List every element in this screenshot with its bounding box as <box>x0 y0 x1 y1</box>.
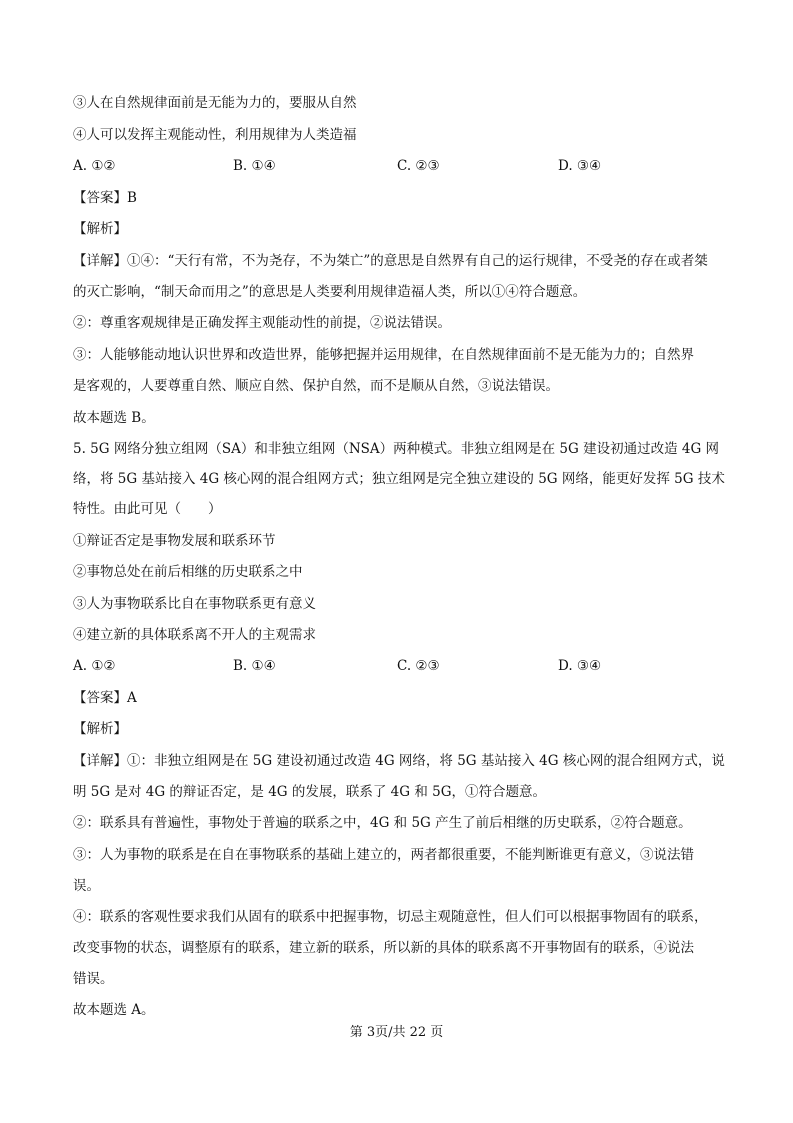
detail-line: 明 5G 是对 4G 的辩证否定，是 4G 的发展，联系了 4G 和 5G，①符合题意。 <box>73 784 546 800</box>
detail-line: 【详解】①：非独立组网是在 5G 建设初通过改造 4G 网络，将 5G 基站接入 4G 核心网的混合组网方式，说 <box>73 753 725 769</box>
detail-line: 错误。 <box>73 971 114 987</box>
choice-c: C. ②③ <box>397 658 440 674</box>
statement-2: ②事物总处在前后相继的历史联系之中 <box>73 564 303 580</box>
detail-line: ②：联系具有普遍性，事物处于普遍的联系之中，4G 和 5G 产生了前后相继的历史联系，②符合题意。 <box>73 815 692 831</box>
statement-3: ③人为事物联系比自在事物联系更有意义 <box>73 596 316 612</box>
question-stem: 络，将 5G 基站接入 4G 核心网的混合组网方式；独立组网是完全独立建设的 5G 网络，能更好发挥 5G 技术 <box>73 471 725 487</box>
choice-a: A. ①② <box>73 658 116 674</box>
choice-d: D. ③④ <box>558 158 602 174</box>
detail-line: 是客观的，人要尊重自然、顺应自然、保护自然，而不是顺从自然，③说法错误。 <box>73 378 559 394</box>
conclusion-line: 故本题选 B。 <box>73 410 155 426</box>
detail-line: 【详解】①④：“天行有常，不为尧存，不为桀亡”的意思是自然界有自己的运行规律，不受尧的存在或者桀 <box>73 253 708 269</box>
question-stem: 5. 5G 网络分独立组网（SA）和非独立组网（NSA）两种模式。非独立组网是在 5G 建设初通过改造 4G 网 <box>73 441 720 457</box>
choice-a: A. ①② <box>73 158 116 174</box>
statement-4: ④建立新的具体联系离不开人的主观需求 <box>73 627 316 643</box>
answer-choices-prev <box>73 156 733 176</box>
option-4-text: ④人可以发挥主观能动性，利用规律为人类造福 <box>73 127 357 143</box>
answer-choices-q5 <box>73 656 733 676</box>
detail-line: 的灭亡影响，“制天命而用之”的意思是人类要利用规律造福人类，所以①④符合题意。 <box>73 284 587 300</box>
answer-label: 【答案】B <box>73 190 137 206</box>
conclusion-line: 故本题选 A。 <box>73 1002 155 1018</box>
analysis-label: 【解析】 <box>73 721 127 737</box>
detail-line: 误。 <box>73 878 100 894</box>
choice-d: D. ③④ <box>558 658 602 674</box>
question-stem: 特性。由此可见（ ） <box>73 501 222 517</box>
choice-b: B. ①④ <box>233 658 276 674</box>
statement-1: ①辩证否定是事物发展和联系环节 <box>73 533 276 549</box>
page-number: 第 3页/共 22 页 <box>349 1025 444 1040</box>
choice-c: C. ②③ <box>397 158 440 174</box>
detail-line: ②：尊重客观规律是正确发挥主观能动性的前提，②说法错误。 <box>73 315 451 331</box>
answer-label: 【答案】A <box>73 690 137 706</box>
detail-line: ④：联系的客观性要求我们从固有的联系中把握事物，切忌主观随意性，但人们可以根据事物固有的联系， <box>73 909 708 925</box>
choice-b: B. ①④ <box>233 158 276 174</box>
analysis-label: 【解析】 <box>73 221 127 237</box>
detail-line: ③：人为事物的联系是在自在事物联系的基础上建立的，两者都很重要，不能判断谁更有意义，③说法错 <box>73 847 694 863</box>
detail-line: ③：人能够能动地认识世界和改造世界，能够把握并运用规律，在自然规律面前不是无能为力的；自然界 <box>73 347 694 363</box>
option-3-text: ③人在自然规律面前是无能为力的，要服从自然 <box>73 95 357 111</box>
detail-line: 改变事物的状态，调整原有的联系，建立新的联系，所以新的具体的联系离不开事物固有的联系，④说法 <box>73 940 694 956</box>
